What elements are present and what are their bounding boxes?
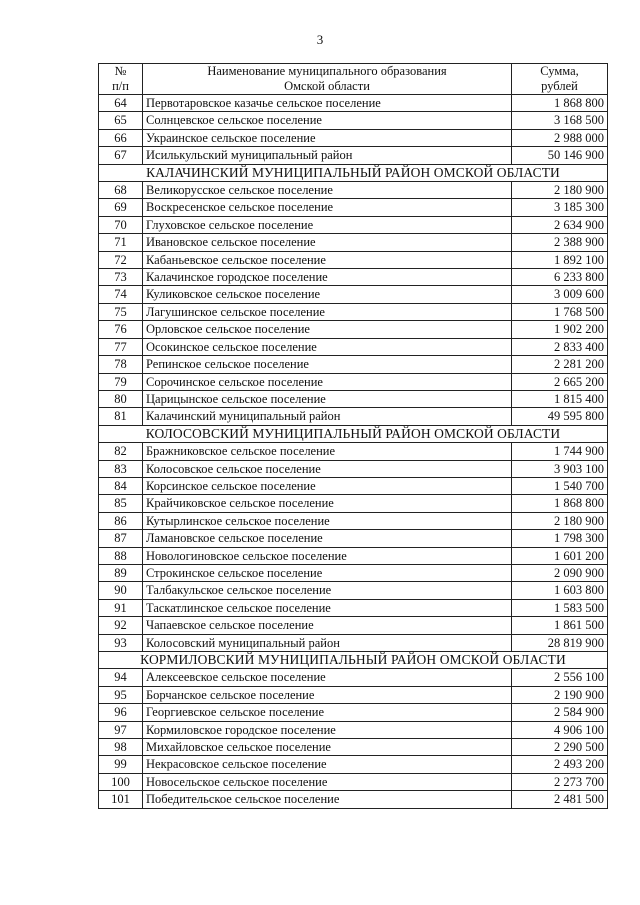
row-number: 80 (99, 390, 143, 407)
row-sum: 1 902 200 (512, 321, 608, 338)
row-number: 86 (99, 512, 143, 529)
row-sum: 28 819 900 (512, 634, 608, 651)
table-row (99, 182, 608, 199)
table-row (99, 303, 608, 320)
row-sum: 49 595 800 (512, 408, 608, 425)
row-name: Орловское сельское поселение (143, 321, 512, 338)
row-name: Царицынское сельское поселение (143, 390, 512, 407)
row-number: 78 (99, 356, 143, 373)
row-sum: 1 868 800 (512, 95, 608, 112)
row-sum: 1 601 200 (512, 547, 608, 564)
header-num-line1: № (114, 64, 127, 78)
row-number: 87 (99, 530, 143, 547)
table-row (99, 147, 608, 164)
row-sum: 2 833 400 (512, 338, 608, 355)
table-row (99, 286, 608, 303)
row-name: Таскатлинское сельское поселение (143, 599, 512, 616)
row-number: 85 (99, 495, 143, 512)
row-name: Крайчиковское сельское поселение (143, 495, 512, 512)
row-sum: 1 861 500 (512, 617, 608, 634)
row-number: 88 (99, 547, 143, 564)
table-row (99, 477, 608, 494)
section-title: КАЛАЧИНСКИЙ МУНИЦИПАЛЬНЫЙ РАЙОН ОМСКОЙ ОБЛАСТИ (99, 164, 608, 181)
row-number: 68 (99, 182, 143, 199)
table-row (99, 495, 608, 512)
row-number: 101 (99, 791, 143, 808)
table-row (99, 112, 608, 129)
allocation-table (98, 63, 608, 809)
row-name: Ламановское сельское поселение (143, 530, 512, 547)
row-sum: 3 903 100 (512, 460, 608, 477)
row-sum: 3 168 500 (512, 112, 608, 129)
row-name: Сорочинское сельское поселение (143, 373, 512, 390)
row-sum: 1 815 400 (512, 390, 608, 407)
row-number: 66 (99, 129, 143, 146)
page-number: 3 (316, 32, 324, 47)
row-number: 98 (99, 739, 143, 756)
table-header (99, 64, 608, 95)
row-sum: 1 540 700 (512, 477, 608, 494)
table-row (99, 129, 608, 146)
row-sum: 50 146 900 (512, 147, 608, 164)
table-row (99, 251, 608, 268)
row-sum: 2 665 200 (512, 373, 608, 390)
row-name: Бражниковское сельское поселение (143, 443, 512, 460)
row-name: Осокинское сельское поселение (143, 338, 512, 355)
row-name: Победительское сельское поселение (143, 791, 512, 808)
row-number: 75 (99, 303, 143, 320)
row-number: 77 (99, 338, 143, 355)
row-number: 67 (99, 147, 143, 164)
row-name: Кормиловское городское поселение (143, 721, 512, 738)
table-row (99, 756, 608, 773)
header-sum (512, 64, 608, 95)
header-num-line2: п/п (112, 79, 129, 93)
table-row (99, 234, 608, 251)
row-name: Строкинское сельское поселение (143, 564, 512, 581)
table-row (99, 269, 608, 286)
row-sum: 2 481 500 (512, 791, 608, 808)
row-sum: 2 190 900 (512, 686, 608, 703)
section-row (99, 425, 608, 442)
row-number: 64 (99, 95, 143, 112)
table-row (99, 321, 608, 338)
section-title: КОРМИЛОВСКИЙ МУНИЦИПАЛЬНЫЙ РАЙОН ОМСКОЙ ОБЛАСТИ (99, 652, 608, 669)
row-number: 65 (99, 112, 143, 129)
section-row (99, 164, 608, 181)
table-row (99, 791, 608, 808)
table-row (99, 773, 608, 790)
header-sum-line1: Сумма, (540, 64, 579, 78)
row-name: Куликовское сельское поселение (143, 286, 512, 303)
table-row (99, 408, 608, 425)
row-name: Некрасовское сельское поселение (143, 756, 512, 773)
table-row (99, 599, 608, 616)
table-row (99, 460, 608, 477)
row-sum: 2 090 900 (512, 564, 608, 581)
row-number: 95 (99, 686, 143, 703)
row-name: Новосельское сельское поселение (143, 773, 512, 790)
table-row (99, 530, 608, 547)
row-number: 93 (99, 634, 143, 651)
section-row (99, 652, 608, 669)
header-name-line1: Наименование муниципального образования (207, 64, 447, 78)
table-row (99, 443, 608, 460)
header-sum-line2: рублей (541, 79, 578, 93)
row-name: Георгиевское сельское поселение (143, 704, 512, 721)
row-sum: 2 988 000 (512, 129, 608, 146)
row-name: Корсинское сельское поселение (143, 477, 512, 494)
row-sum: 1 798 300 (512, 530, 608, 547)
table-row (99, 512, 608, 529)
row-name: Репинское сельское поселение (143, 356, 512, 373)
row-name: Михайловское сельское поселение (143, 739, 512, 756)
row-number: 76 (99, 321, 143, 338)
table-row (99, 356, 608, 373)
row-sum: 2 273 700 (512, 773, 608, 790)
row-sum: 1 603 800 (512, 582, 608, 599)
table-row (99, 547, 608, 564)
row-name: Колосовский муниципальный район (143, 634, 512, 651)
section-title: КОЛОСОВСКИЙ МУНИЦИПАЛЬНЫЙ РАЙОН ОМСКОЙ ОБЛАСТИ (99, 425, 608, 442)
row-number: 84 (99, 477, 143, 494)
row-name: Украинское сельское поселение (143, 129, 512, 146)
table-row (99, 721, 608, 738)
row-sum: 3 185 300 (512, 199, 608, 216)
header-name (143, 64, 512, 95)
row-number: 91 (99, 599, 143, 616)
table-row (99, 199, 608, 216)
row-name: Кутырлинское сельское поселение (143, 512, 512, 529)
row-sum: 1 744 900 (512, 443, 608, 460)
table-row (99, 704, 608, 721)
row-sum: 1 892 100 (512, 251, 608, 268)
row-name: Лагушинское сельское поселение (143, 303, 512, 320)
row-number: 89 (99, 564, 143, 581)
table-row (99, 95, 608, 112)
row-number: 94 (99, 669, 143, 686)
row-number: 69 (99, 199, 143, 216)
row-sum: 1 583 500 (512, 599, 608, 616)
row-name: Великорусское сельское поселение (143, 182, 512, 199)
row-number: 73 (99, 269, 143, 286)
row-number: 97 (99, 721, 143, 738)
table-body (99, 95, 608, 809)
table-row (99, 373, 608, 390)
row-sum: 3 009 600 (512, 286, 608, 303)
row-name: Первотаровское казачье сельское поселение (143, 95, 512, 112)
row-sum: 1 868 800 (512, 495, 608, 512)
row-sum: 2 493 200 (512, 756, 608, 773)
row-number: 71 (99, 234, 143, 251)
row-name: Колосовское сельское поселение (143, 460, 512, 477)
table-row (99, 634, 608, 651)
row-name: Кабаньевское сельское поселение (143, 251, 512, 268)
row-sum: 2 180 900 (512, 182, 608, 199)
row-number: 74 (99, 286, 143, 303)
table-row (99, 686, 608, 703)
table-row (99, 669, 608, 686)
header-num (99, 64, 143, 95)
row-number: 70 (99, 216, 143, 233)
row-name: Борчанское сельское поселение (143, 686, 512, 703)
row-sum: 2 388 900 (512, 234, 608, 251)
row-name: Воскресенское сельское поселение (143, 199, 512, 216)
table-row (99, 390, 608, 407)
row-number: 81 (99, 408, 143, 425)
row-sum: 2 584 900 (512, 704, 608, 721)
row-number: 99 (99, 756, 143, 773)
row-number: 92 (99, 617, 143, 634)
row-name: Исилькульский муниципальный район (143, 147, 512, 164)
table-row (99, 582, 608, 599)
table-row (99, 564, 608, 581)
row-name: Новологиновское сельское поселение (143, 547, 512, 564)
row-number: 82 (99, 443, 143, 460)
row-number: 96 (99, 704, 143, 721)
row-sum: 2 556 100 (512, 669, 608, 686)
row-sum: 4 906 100 (512, 721, 608, 738)
row-sum: 2 180 900 (512, 512, 608, 529)
table-row (99, 739, 608, 756)
row-sum: 1 768 500 (512, 303, 608, 320)
table-row (99, 216, 608, 233)
row-sum: 6 233 800 (512, 269, 608, 286)
row-name: Глуховское сельское поселение (143, 216, 512, 233)
table-row (99, 338, 608, 355)
row-number: 90 (99, 582, 143, 599)
row-name: Чапаевское сельское поселение (143, 617, 512, 634)
row-name: Алексеевское сельское поселение (143, 669, 512, 686)
row-name: Калачинское городское поселение (143, 269, 512, 286)
row-name: Талбакульское сельское поселение (143, 582, 512, 599)
row-name: Ивановское сельское поселение (143, 234, 512, 251)
row-number: 83 (99, 460, 143, 477)
row-number: 72 (99, 251, 143, 268)
table-row (99, 617, 608, 634)
row-name: Солнцевское сельское поселение (143, 112, 512, 129)
row-sum: 2 281 200 (512, 356, 608, 373)
header-name-line2: Омской области (284, 79, 370, 93)
row-sum: 2 290 500 (512, 739, 608, 756)
row-sum: 2 634 900 (512, 216, 608, 233)
row-name: Калачинский муниципальный район (143, 408, 512, 425)
row-number: 79 (99, 373, 143, 390)
row-number: 100 (99, 773, 143, 790)
